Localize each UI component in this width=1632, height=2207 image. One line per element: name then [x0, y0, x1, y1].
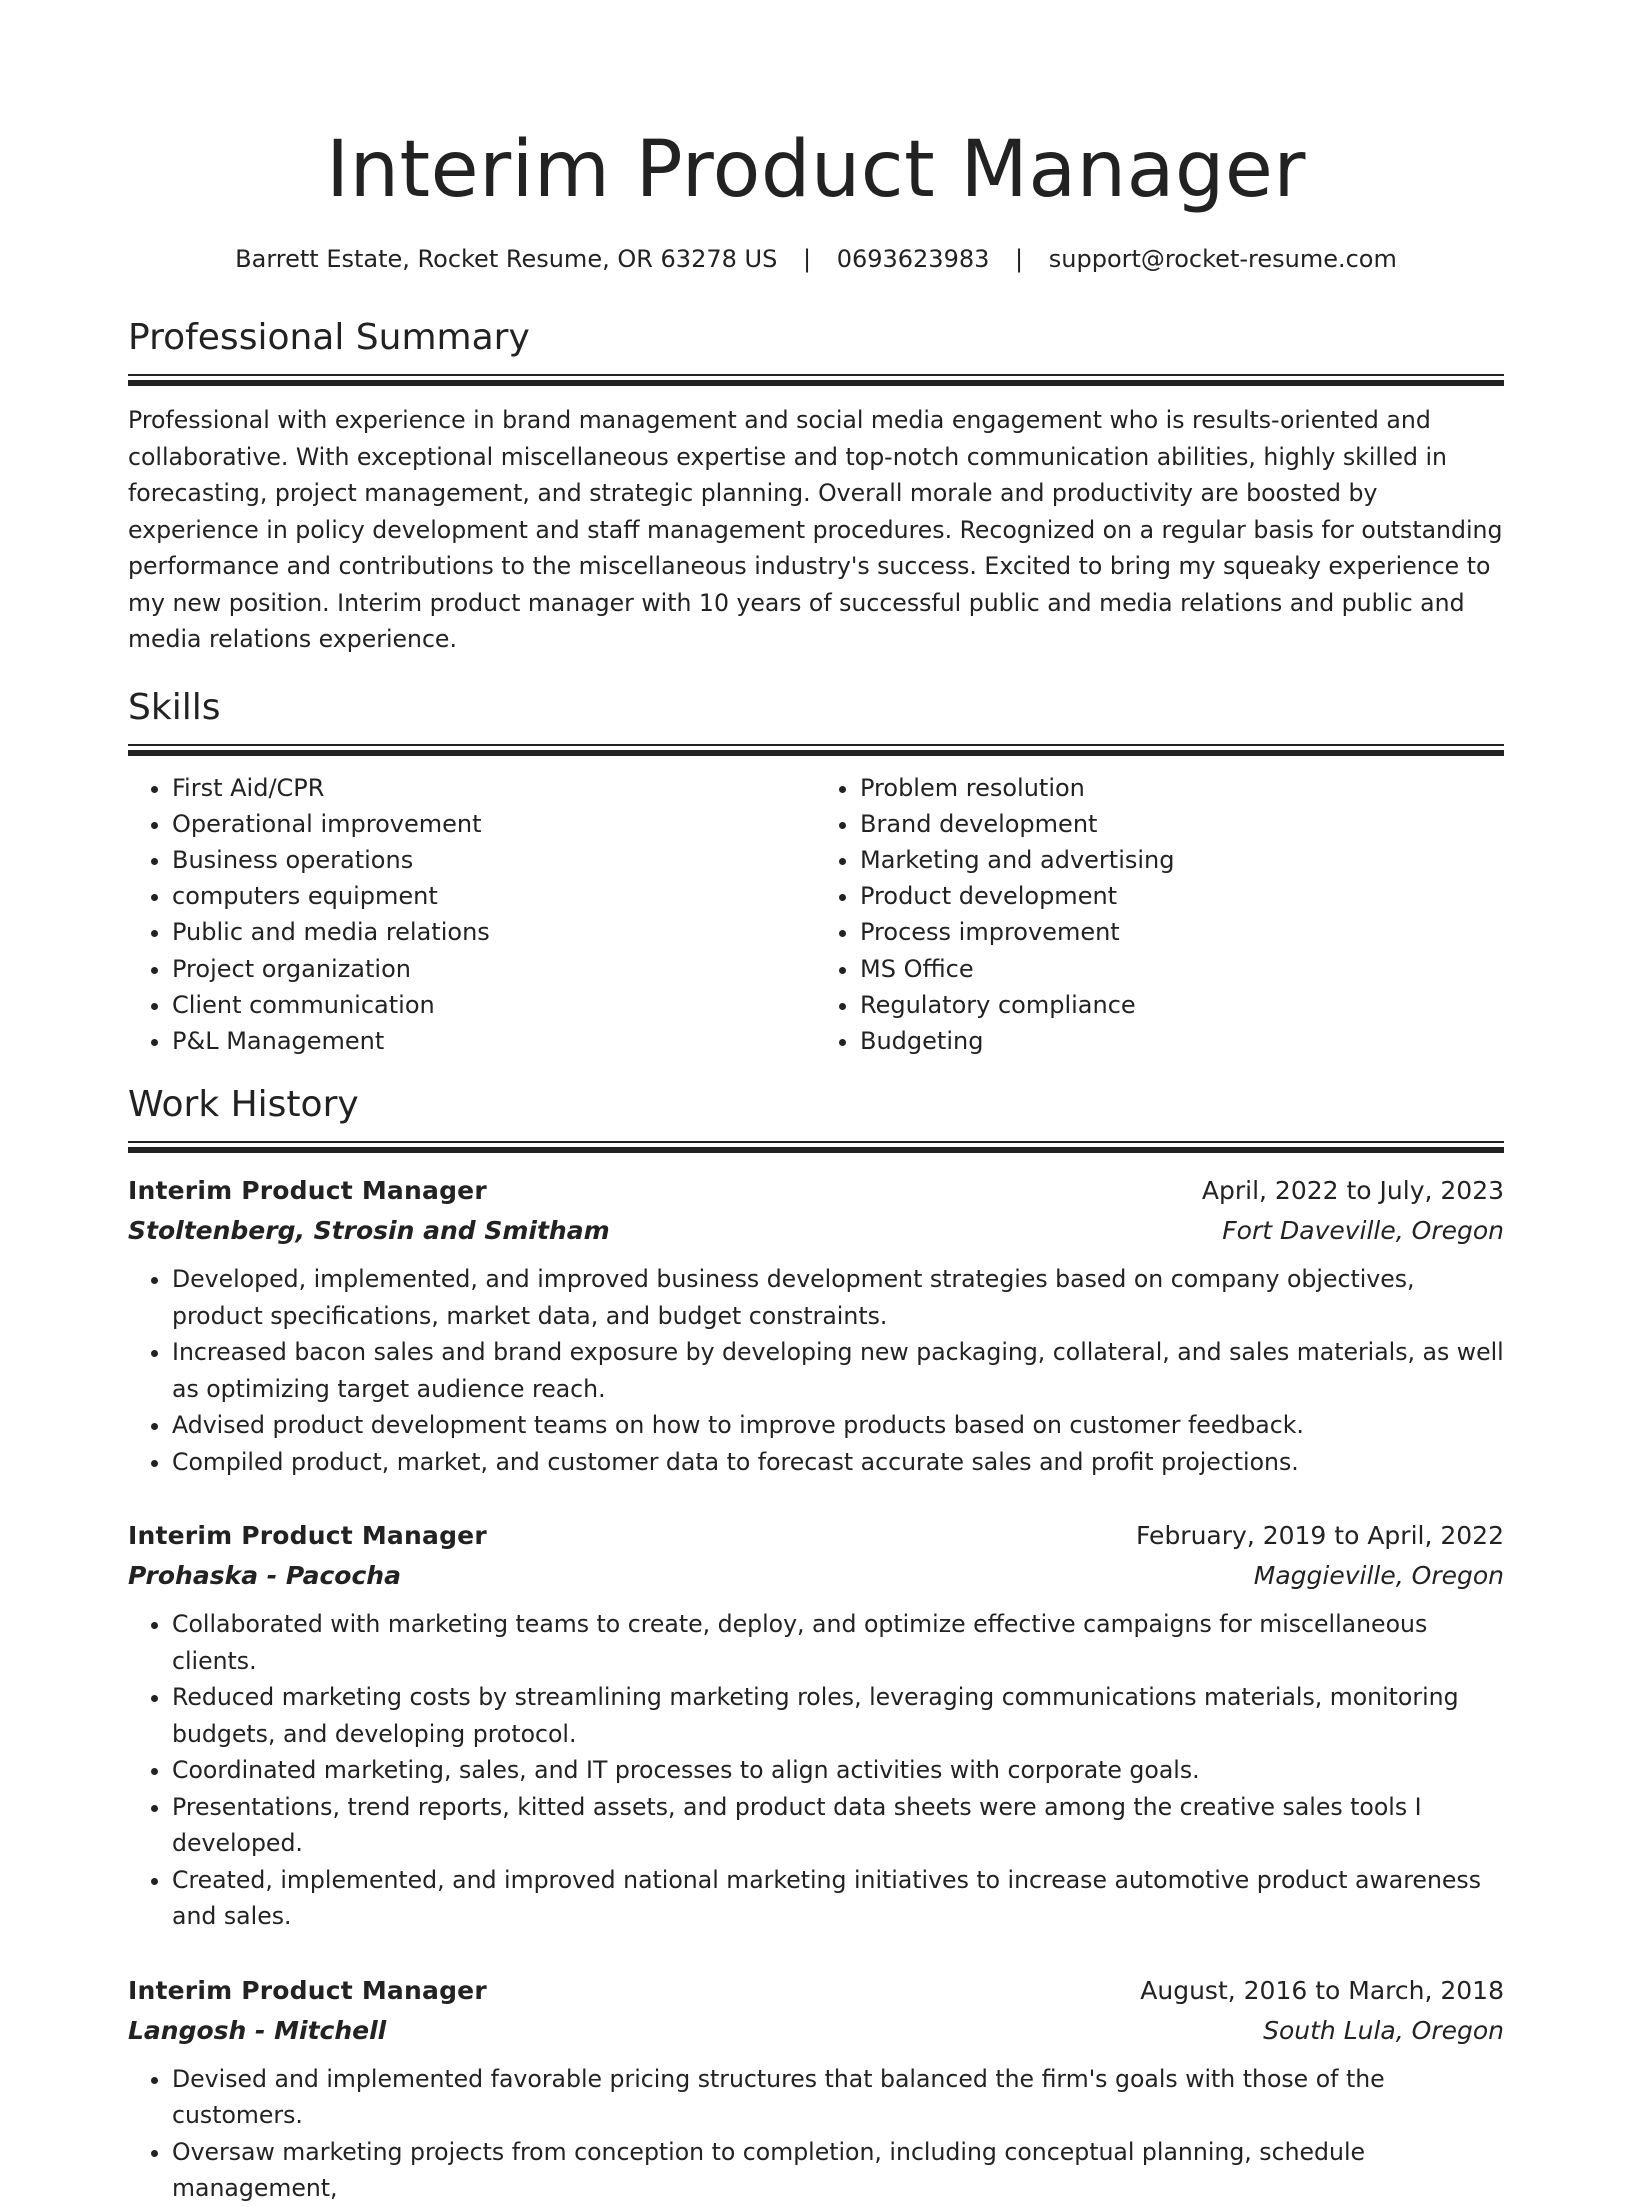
job-header-row [128, 1516, 1504, 1556]
skill-item: • Business operations [172, 842, 816, 878]
contact-address: Barrett Estate, Rocket Resume, OR 63278 US [235, 245, 778, 273]
contact-email: support@rocket-resume.com [1048, 245, 1397, 273]
skill-item: • Public and media relations [172, 914, 816, 950]
work-history-section [128, 1081, 1504, 2207]
job-location: Maggieville, Oregon [1253, 1561, 1504, 1591]
skill-item: • First Aid/CPR [172, 770, 816, 806]
job-header-row [128, 1971, 1504, 2011]
contact-phone: 0693623983 [836, 245, 990, 273]
job-bullet: • Devised and implemented favorable pricing structures that balanced the firm's goals with those of the customers. [172, 2061, 1504, 2134]
section-divider [128, 374, 1504, 386]
job-bullet: • Created, implemented, and improved national marketing initiatives to increase automotive product awareness and sales. [172, 1862, 1504, 1935]
skill-item: • Client communication [172, 987, 816, 1023]
job-location: South Lula, Oregon [1263, 2015, 1504, 2045]
contact-separator: | [1015, 245, 1024, 273]
skill-item: • Process improvement [860, 914, 1504, 950]
section-heading-work-history: Work History [128, 1084, 359, 1126]
job-bullet: • Oversaw marketing projects from conception to completion, including conceptual planning, schedule management, [172, 2134, 1504, 2207]
job-title: Interim Product Manager [128, 1521, 487, 1551]
skill-item: • Budgeting [860, 1023, 1504, 1059]
job-bullet: • Presentations, trend reports, kitted assets, and product data sheets were among the creative sales tools I developed. [172, 1789, 1504, 1862]
job-company: Prohaska - Pacocha [128, 1561, 401, 1591]
section-heading-skills: Skills [128, 686, 221, 728]
contact-line [128, 242, 1504, 276]
job-entry [128, 1171, 1504, 1480]
job-bullet-list [128, 1261, 1504, 1480]
skills-list-right [816, 770, 1504, 1060]
job-bullet: • Reduced marketing costs by streamlining marketing roles, leveraging communications materials, monitoring budgets, and developing protocol. [172, 1679, 1504, 1752]
job-bullet: • Compiled product, market, and customer data to forecast accurate sales and profit projections. [172, 1444, 1504, 1481]
job-title: Interim Product Manager [128, 1176, 487, 1206]
job-bullet: • Developed, implemented, and improved business development strategies based on company objectives, product specifications, market data, and budget constraints. [172, 1261, 1504, 1334]
professional-summary-section [128, 314, 1504, 658]
job-company-row [128, 1556, 1504, 1596]
job-company-row [128, 1211, 1504, 1251]
resume-title: Interim Product Manager [326, 125, 1306, 215]
skill-item: • P&L Management [172, 1023, 816, 1059]
skill-item: • Brand development [860, 806, 1504, 842]
job-bullet: • Collaborated with marketing teams to create, deploy, and optimize effective campaigns for miscellaneous clients. [172, 1606, 1504, 1679]
job-bullet-list [128, 2061, 1504, 2207]
job-entry [128, 1516, 1504, 1935]
skill-item: • Operational improvement [172, 806, 816, 842]
job-bullet: • Advised product development teams on how to improve products based on customer feedback. [172, 1407, 1504, 1444]
skill-item: • Product development [860, 878, 1504, 914]
job-title: Interim Product Manager [128, 1975, 487, 2005]
skill-item: • Project organization [172, 951, 816, 987]
job-entry [128, 1971, 1504, 2207]
summary-paragraph: Professional with experience in brand management and social media engagement who is results-oriented and collaborative. With exceptional miscellaneous expertise and top-notch communication abilities, highly skilled in forecasting, project management, and strategic planning. Overall morale and productivity are boosted by experience in policy development and staff management procedures. Recognized on a regular basis for outstanding performance and contributions to the miscellaneous industry's success. Excited to bring my squeaky experience to my new position. Interim product manager with 10 years of successful public and media relations and public and media relations experience. [128, 406, 1503, 653]
job-bullet-list [128, 1606, 1504, 1935]
job-bullet: • Coordinated marketing, sales, and IT processes to align activities with corporate goals. [172, 1752, 1504, 1789]
job-dates: February, 2019 to April, 2022 [1136, 1521, 1504, 1551]
skill-item: • MS Office [860, 951, 1504, 987]
resume-page [128, 0, 1504, 2207]
job-location: Fort Daveville, Oregon [1222, 1216, 1504, 1246]
skills-section [128, 684, 1504, 1060]
job-company: Langosh - Mitchell [128, 2015, 387, 2045]
skills-grid [128, 770, 1504, 1060]
job-header-row [128, 1171, 1504, 1211]
skills-list-left [128, 770, 816, 1060]
job-company-row [128, 2011, 1504, 2051]
section-heading-summary: Professional Summary [128, 317, 530, 358]
job-dates: August, 2016 to March, 2018 [1140, 1975, 1504, 2005]
job-bullet: • Increased bacon sales and brand exposure by developing new packaging, collateral, and sales materials, as well as optimizing target audience reach. [172, 1334, 1504, 1407]
skill-item: • computers equipment [172, 878, 816, 914]
job-company: Stoltenberg, Strosin and Smitham [128, 1216, 610, 1246]
skill-item: • Marketing and advertising [860, 842, 1504, 878]
job-dates: April, 2022 to July, 2023 [1201, 1176, 1504, 1206]
skill-item: • Regulatory compliance [860, 987, 1504, 1023]
section-divider [128, 1141, 1504, 1153]
section-divider [128, 744, 1504, 756]
contact-separator: | [802, 245, 812, 273]
skill-item: • Problem resolution [860, 770, 1504, 806]
